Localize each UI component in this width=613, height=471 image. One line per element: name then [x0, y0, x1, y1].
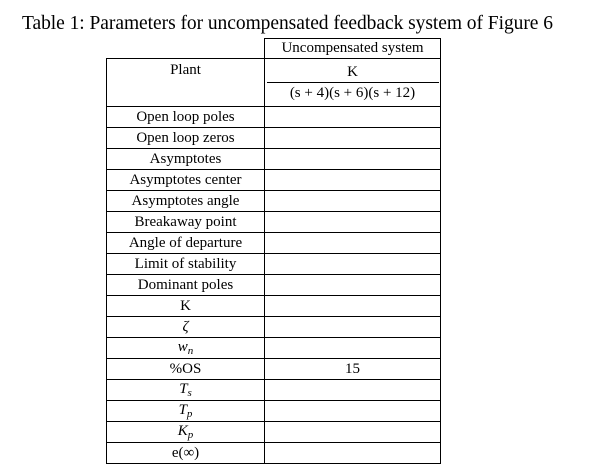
table-row [107, 443, 441, 464]
row-label: e(∞) [107, 443, 265, 464]
row-value [265, 170, 441, 191]
row-value [265, 191, 441, 212]
label-main: T [178, 401, 187, 418]
table-caption: Table 1: Parameters for uncompensated feedback system of Figure 6 [22, 13, 553, 34]
row-label [107, 380, 265, 401]
row-value: 15 [265, 359, 441, 380]
row-value [265, 254, 441, 275]
row-label: Asymptotes center [107, 170, 265, 191]
row-label: Asymptotes [107, 149, 265, 170]
label-main: w [177, 338, 188, 355]
row-value [265, 107, 441, 128]
row-label: Angle of departure [107, 233, 265, 254]
header-blank-cell [107, 39, 265, 59]
row-value [265, 422, 441, 443]
table-header-row [107, 39, 441, 59]
tf-numerator: K [347, 63, 358, 80]
table-row [107, 170, 441, 191]
table-row [107, 359, 441, 380]
row-value [265, 149, 441, 170]
table-row [107, 149, 441, 170]
label-main: K [177, 422, 188, 439]
table-row [107, 212, 441, 233]
transfer-function [267, 65, 439, 101]
row-value [265, 338, 441, 359]
row-label: K [107, 296, 265, 317]
table-row [107, 338, 441, 359]
transfer-function-cell [265, 59, 441, 107]
row-label: ζ [107, 317, 265, 338]
row-label: Asymptotes angle [107, 191, 265, 212]
label-subscript: n [187, 344, 194, 357]
row-label: Open loop zeros [107, 128, 265, 149]
table-row [107, 401, 441, 422]
table-row [107, 191, 441, 212]
row-label: Open loop poles [107, 107, 265, 128]
tf-denominator: (s + 4)(s + 6)(s + 12) [289, 84, 416, 101]
row-value [265, 380, 441, 401]
row-label [107, 401, 265, 422]
plant-label: Plant [107, 59, 265, 107]
parameters-table [106, 38, 441, 464]
table-row [107, 254, 441, 275]
plant-row [107, 59, 441, 107]
label-main: T [179, 380, 188, 397]
row-value [265, 296, 441, 317]
row-value [265, 275, 441, 296]
table-row [107, 422, 441, 443]
table-row [107, 275, 441, 296]
table-row [107, 380, 441, 401]
column-header-uncompensated: Uncompensated system [265, 39, 441, 59]
table-row [107, 128, 441, 149]
table-row [107, 317, 441, 338]
row-value [265, 443, 441, 464]
row-value [265, 212, 441, 233]
row-label: Dominant poles [107, 275, 265, 296]
row-label: %OS [107, 359, 265, 380]
row-value [265, 317, 441, 338]
table-row [107, 107, 441, 128]
label-subscript: p [187, 428, 194, 441]
row-value [265, 128, 441, 149]
row-label [107, 422, 265, 443]
row-label [107, 338, 265, 359]
row-label: Breakaway point [107, 212, 265, 233]
table-row [107, 233, 441, 254]
row-value [265, 233, 441, 254]
row-value [265, 401, 441, 422]
label-subscript: s [187, 386, 192, 399]
row-label: Limit of stability [107, 254, 265, 275]
table-row [107, 296, 441, 317]
label-subscript: p [186, 407, 193, 420]
